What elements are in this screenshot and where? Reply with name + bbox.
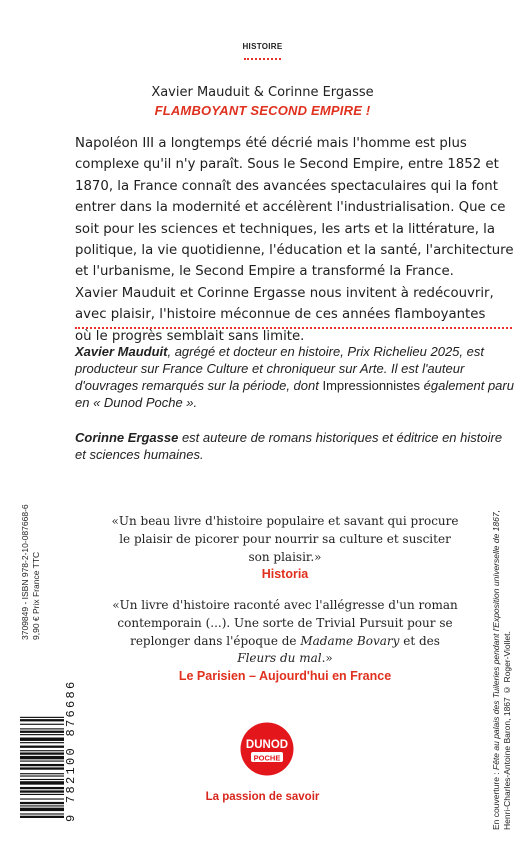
quote-text: «Un beau livre d'histoire populaire et savant qui procure le plaisir de picorer pour nourrir sa culture et susciter son plaisir.» — [111, 514, 459, 564]
blurb-line: soit pour les sciences et techniques, les arts et la littérature, la — [75, 221, 496, 237]
bio-text: est auteure de romans historiques et éditrice en histoire et sciences humaines. — [75, 430, 503, 462]
author-name: Corinne Ergasse — [75, 430, 179, 445]
logo-brand: DUNOD — [245, 739, 289, 751]
blurb-line: où le progrès semblait sans limite. — [75, 328, 305, 344]
credit-text: En couverture : — [491, 769, 501, 830]
blurb-line: complexe qu'il n'y paraît. Sous le Second Empire, entre 1852 et — [75, 157, 499, 173]
credit-artwork: Fête au palais des Tuileries pendant l'Exposition universelle de 1867, — [491, 510, 501, 770]
quote-text: .» — [321, 651, 333, 666]
quote-text: et des — [399, 633, 440, 648]
book-title: FLAMBOYANT SECOND EMPIRE ! — [154, 103, 371, 118]
blurb-line: 1870, la France connaît des avancées spectaculaires qui la font — [75, 178, 498, 194]
credit-text: Henri-Charles-Antoine Baron, 1867 © Roger-Viollet. — [502, 631, 512, 830]
barcode-digits: 9 782100 876686 — [64, 679, 78, 822]
blurb-paragraph — [75, 133, 513, 347]
quote-book-title: Madame Bovary — [300, 633, 400, 648]
blurb-line: avec plaisir, l'histoire méconnue de ces années flamboyantes — [75, 307, 486, 323]
blurb-line: Napoléon III a longtemps été décrié mais l'homme est plus — [75, 136, 467, 151]
bio-text: , agrégé et docteur en histoire, Prix Richelieu 2025, est producteur sur France Culture et chroniqueur sur Arte. Il est l'auteur d'ouvrages remarqués sur la période, dont — [75, 344, 484, 393]
press-quote-le-parisien — [110, 597, 460, 686]
author-bio-xavier — [75, 343, 515, 411]
category-label: HISTOIRE — [242, 42, 283, 51]
cover-credit — [491, 500, 513, 830]
isbn-line: 3709849 - ISBN 978-2-10-087668-6 — [20, 504, 30, 640]
quote-source: Historia — [261, 567, 309, 582]
barcode-image — [18, 506, 80, 824]
author-bio-corinne — [75, 429, 515, 463]
logo-sub: POCHE — [253, 753, 281, 763]
press-quote-historia — [110, 513, 460, 584]
book-reference: Impressionnistes — [322, 378, 421, 393]
quote-text: «Un livre d'histoire raconté avec l'allégresse d'un roman contemporain (...). Une sorte de Trivial Pursuit pour se replonger dans l'époque de — [112, 598, 458, 648]
blurb-line: et l'urbanisme, le Second Empire a transformé la France. — [75, 264, 454, 280]
dunod-poche-logo — [240, 722, 294, 776]
publisher-slogan: La passion de savoir — [205, 791, 320, 803]
blurb-line: Xavier Mauduit et Corinne Ergasse nous invitent à redécouvrir, — [75, 285, 494, 301]
dotted-separator — [75, 327, 512, 329]
price-line: 9,90 € Prix France TTC — [31, 551, 41, 640]
blurb-line: entrer dans la modernité et accélèrent l'industrialisation. Que ce — [75, 200, 506, 216]
quote-source: Le Parisien – Aujourd'hui en France — [178, 669, 392, 684]
bio-text: également paru en « Dunod Poche ». — [75, 378, 514, 410]
category-underline — [244, 58, 281, 60]
blurb-line: politique, la vie quotidienne, l'éducation et la santé, l'architecture — [75, 243, 514, 259]
authors-line: Xavier Mauduit & Corinne Ergasse — [151, 85, 374, 100]
author-name: Xavier Mauduit — [75, 344, 168, 359]
quote-book-title: Fleurs du mal — [237, 651, 322, 666]
